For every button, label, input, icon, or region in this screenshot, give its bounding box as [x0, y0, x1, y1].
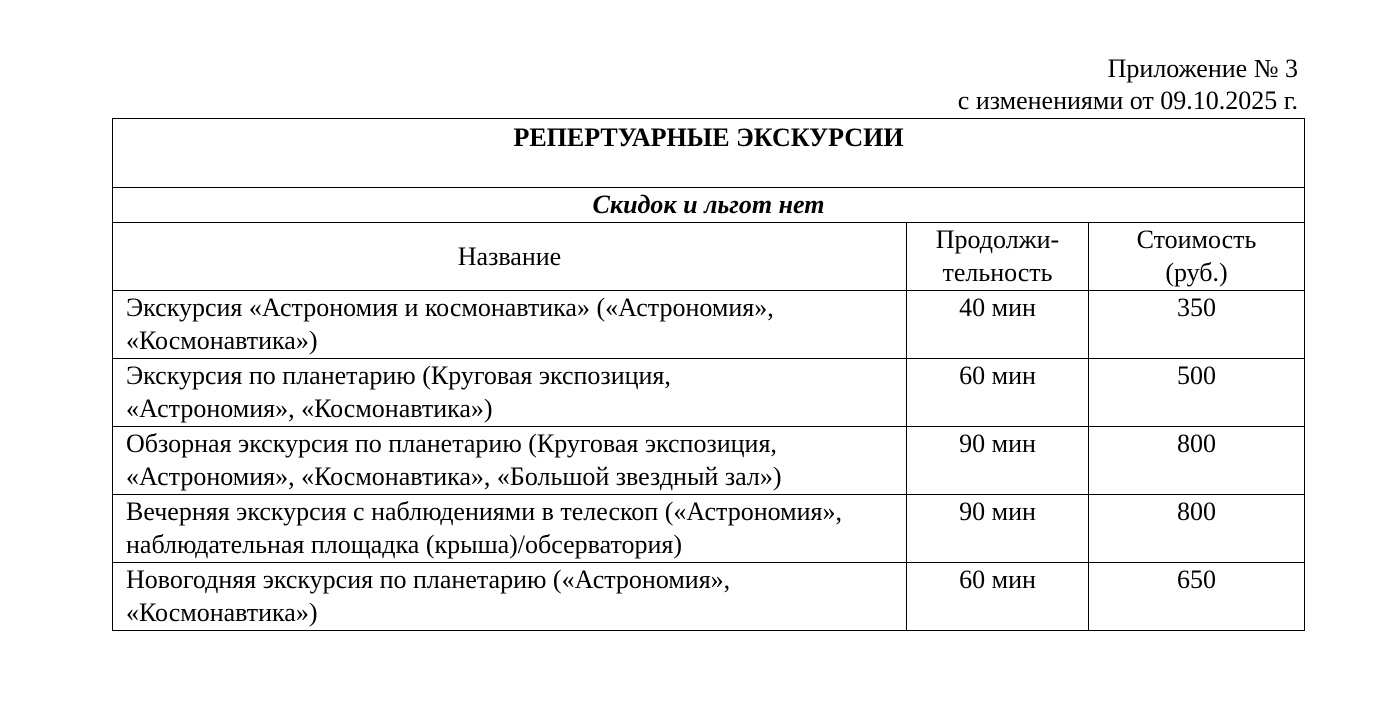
table-row: [113, 563, 1305, 631]
excursions-table: [112, 118, 1305, 631]
table-subtitle: Скидок и льгот нет: [113, 188, 1305, 223]
excursion-duration: 90 мин: [907, 427, 1089, 495]
appendix-changes: с изменениями от 09.10.2025 г.: [957, 86, 1298, 115]
header-duration-line2: тельность: [942, 258, 1053, 287]
excursion-price: 350: [1089, 291, 1305, 359]
excursion-name-line2: «Космонавтика»): [126, 326, 318, 355]
excursion-name: [113, 359, 907, 427]
excursion-name-line1: Экскурсия «Астрономия и космонавтика» («Астрономия»,: [126, 293, 774, 322]
excursion-duration: 90 мин: [907, 495, 1089, 563]
excursion-name-line1: Вечерняя экскурсия с наблюдениями в телескоп («Астрономия»,: [126, 497, 842, 526]
excursion-name-line1: Новогодняя экскурсия по планетарию («Астрономия»,: [126, 565, 731, 594]
header-price: [1089, 223, 1305, 291]
table-title: РЕПЕРТУАРНЫЕ ЭКСКУРСИИ: [113, 119, 1305, 188]
excursion-name: [113, 563, 907, 631]
header-duration-line1: Продолжи-: [935, 225, 1060, 254]
excursion-name-line2: «Космонавтика»): [126, 598, 318, 627]
table-row: [113, 495, 1305, 563]
table-header-row: [113, 223, 1305, 291]
table-row: [113, 291, 1305, 359]
excursion-name: [113, 427, 907, 495]
excursion-duration: 40 мин: [907, 291, 1089, 359]
excursion-name-line2: наблюдательная площадка (крыша)/обсерватория): [126, 530, 682, 559]
appendix-number: Приложение № 3: [1107, 54, 1298, 83]
excursion-name-line1: Экскурсия по планетарию (Круговая экспозиция,: [126, 361, 671, 390]
excursion-price: 500: [1089, 359, 1305, 427]
excursion-name-line2: «Астрономия», «Космонавтика»): [126, 394, 493, 423]
header-duration: [907, 223, 1089, 291]
appendix-header: [958, 53, 1298, 117]
excursion-name-line1: Обзорная экскурсия по планетарию (Круговая экспозиция,: [126, 429, 777, 458]
table-row: [113, 427, 1305, 495]
excursion-name: [113, 495, 907, 563]
excursion-price: 800: [1089, 427, 1305, 495]
excursion-duration: 60 мин: [907, 359, 1089, 427]
excursion-duration: 60 мин: [907, 563, 1089, 631]
header-price-line2: (руб.): [1165, 258, 1228, 287]
excursion-name: [113, 291, 907, 359]
excursion-price: 650: [1089, 563, 1305, 631]
excursion-price: 800: [1089, 495, 1305, 563]
header-price-line1: Стоимость: [1136, 225, 1257, 254]
excursion-name-line2: «Астрономия», «Космонавтика», «Большой звездный зал»): [126, 462, 782, 491]
table-row: [113, 359, 1305, 427]
header-name: Название: [113, 223, 907, 291]
